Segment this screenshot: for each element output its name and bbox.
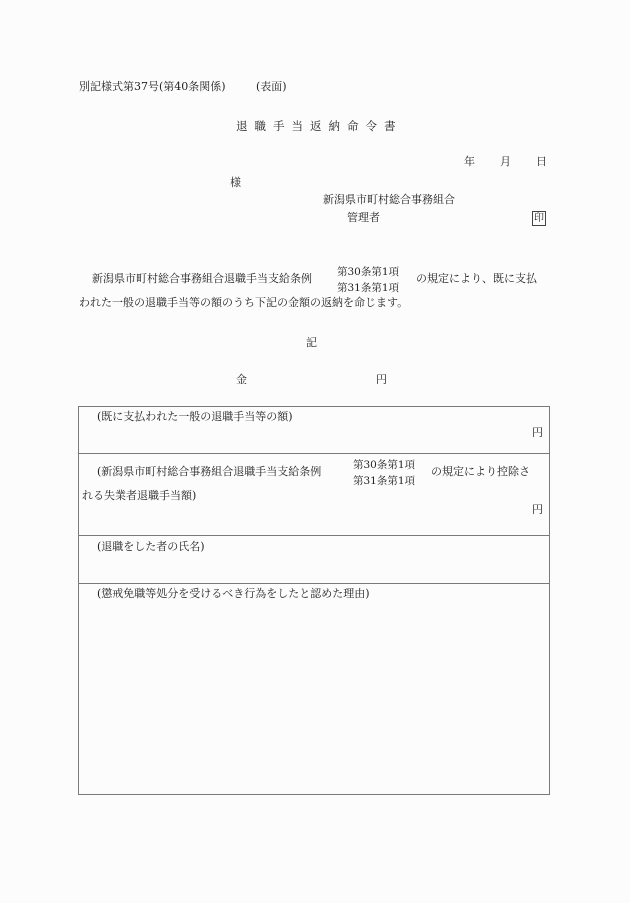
date-day: 日 [536, 155, 547, 168]
retiree-name-label: (退職をした者の氏名) [97, 540, 205, 553]
date-year: 年 [464, 155, 475, 168]
amount-unit: 円 [376, 373, 387, 386]
issuer-title: 管理者 [347, 211, 380, 224]
document-title: 退職手当返納命令書 [236, 119, 403, 133]
article-31: 第31条第1項 [337, 282, 400, 294]
table-row-paid-amount[interactable] [79, 407, 549, 454]
paid-amount-label: (既に支払われた一般の退職手当等の額) [97, 410, 293, 423]
deduction-articles [353, 457, 415, 489]
paid-amount-unit: 円 [532, 426, 543, 439]
seal-icon: 印 [534, 213, 544, 224]
record-heading: 記 [306, 336, 317, 349]
side-label: (表面) [256, 80, 287, 93]
amount-prefix: 金 [236, 373, 247, 386]
details-table [78, 406, 550, 795]
body-ordinance: 新潟県市町村総合事務組合退職手当支給条例 [92, 272, 312, 285]
deduction-label-prefix: (新潟県市町村総合事務組合退職手当支給条例 [97, 465, 322, 478]
deduction-article-31: 第31条第1項 [353, 475, 416, 487]
table-row-reason[interactable] [79, 584, 549, 794]
form-number: 別記様式第37号(第40条関係) [79, 80, 226, 93]
deduction-article-30: 第30条第1項 [353, 459, 416, 471]
deduction-label-line2: れる失業者退職手当額) [82, 489, 197, 502]
article-30: 第30条第1項 [337, 266, 400, 278]
body-line2: われた一般の退職手当等の額のうち下記の金額の返納を命じます。 [79, 296, 409, 309]
table-row-retiree-name[interactable] [79, 536, 549, 584]
issuer-organization: 新潟県市町村総合事務組合 [323, 193, 455, 206]
date-month: 月 [500, 155, 511, 168]
table-row-deduction-amount[interactable] [79, 454, 549, 536]
seal-mark [532, 211, 546, 226]
body-articles [337, 264, 399, 296]
addressee-honorific: 様 [230, 176, 241, 189]
body-line1-suffix: の規定により、既に支払 [416, 272, 537, 285]
deduction-unit: 円 [532, 503, 543, 516]
reason-label: (懲戒免職等処分を受けるべき行為をしたと認めた理由) [97, 587, 370, 600]
deduction-label-suffix: の規定により控除さ [431, 465, 530, 478]
